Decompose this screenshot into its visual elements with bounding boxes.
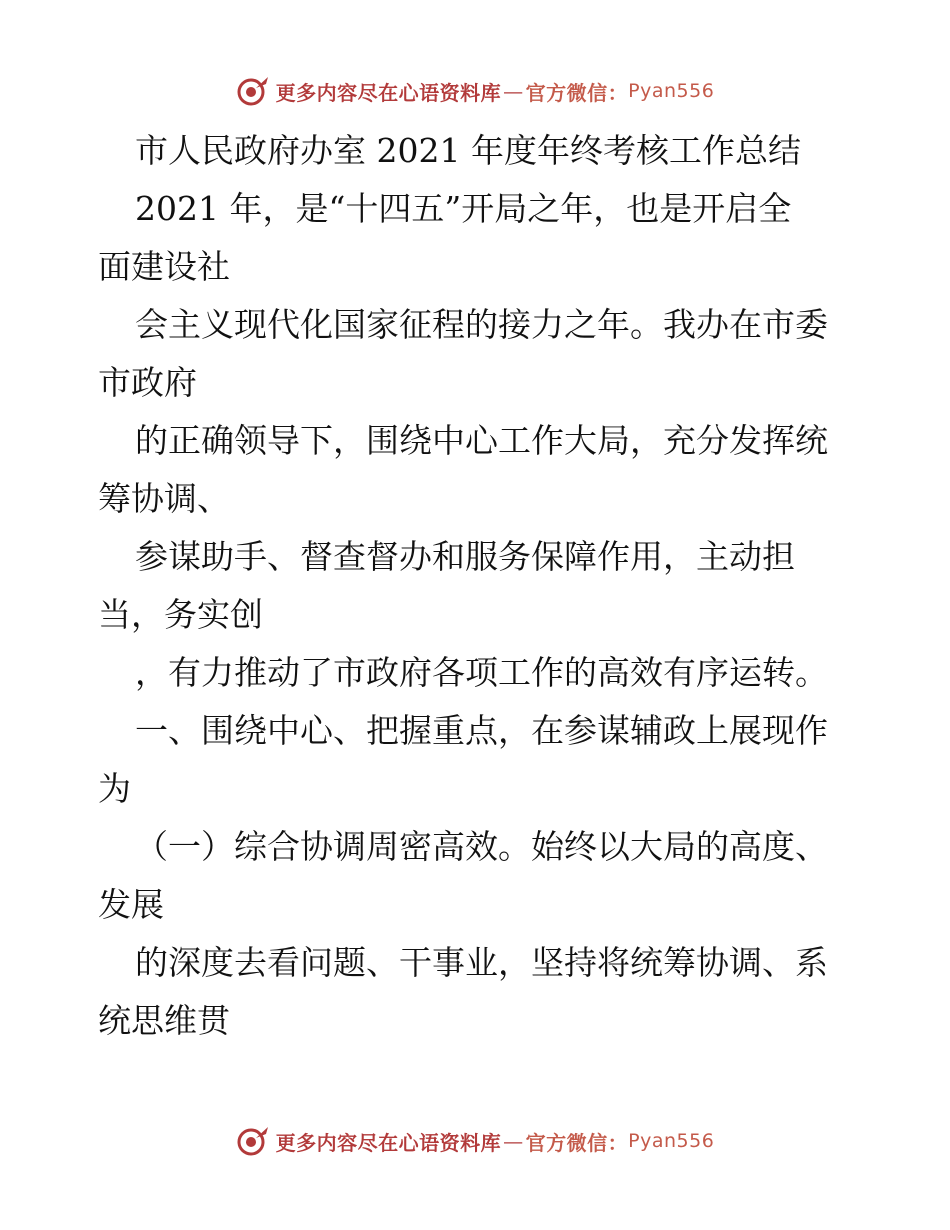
section-heading: 一、围绕中心、把握重点，在参谋辅政上展现作 xyxy=(135,711,828,750)
watermark-sub-text: 官方微信： xyxy=(525,1130,629,1155)
text-line: 为 xyxy=(98,769,131,808)
doc-title: 市人民政府办室 2021 年度年终考核工作总结 xyxy=(135,131,801,170)
text-line: 统思维贯 xyxy=(98,1001,230,1040)
footer-watermark xyxy=(0,1124,950,1158)
watermark-main-text: 更多内容尽在心语资料库 xyxy=(275,80,502,105)
text-line: 市政府 xyxy=(98,363,197,402)
watermark-dash: — xyxy=(503,1129,524,1153)
pen-logo-icon xyxy=(236,1124,270,1158)
pen-logo-icon xyxy=(236,74,270,108)
text-line: 的正确领导下，围绕中心工作大局，充分发挥统 xyxy=(135,421,828,460)
watermark-main-text: 更多内容尽在心语资料库 xyxy=(275,1130,502,1155)
subsection-heading: （一）综合协调周密高效。始终以大局的高度、 xyxy=(135,827,828,866)
text-line: 筹协调、 xyxy=(98,479,230,518)
text-line: 2021 年，是“十四五”开局之年，也是开启全 xyxy=(135,189,792,228)
text-line: 面建设社 xyxy=(98,247,230,286)
document-body xyxy=(98,122,868,1050)
text-line: 发展 xyxy=(98,885,164,924)
text-line: 会主义现代化国家征程的接力之年。我办在市委 xyxy=(135,305,828,344)
watermark-wechat-id: Pyan556 xyxy=(628,1130,715,1152)
watermark-sub-text: 官方微信： xyxy=(525,80,629,105)
text-line: 当，务实创 xyxy=(98,595,263,634)
watermark-wechat-id: Pyan556 xyxy=(628,80,715,102)
text-line: 的深度去看问题、干事业，坚持将统筹协调、系 xyxy=(135,943,828,982)
header-watermark xyxy=(0,74,950,108)
text-line: 参谋助手、督查督办和服务保障作用，主动担 xyxy=(135,537,795,576)
watermark-dash: — xyxy=(503,79,524,103)
text-line: ，有力推动了市政府各项工作的高效有序运转。 xyxy=(135,653,828,692)
